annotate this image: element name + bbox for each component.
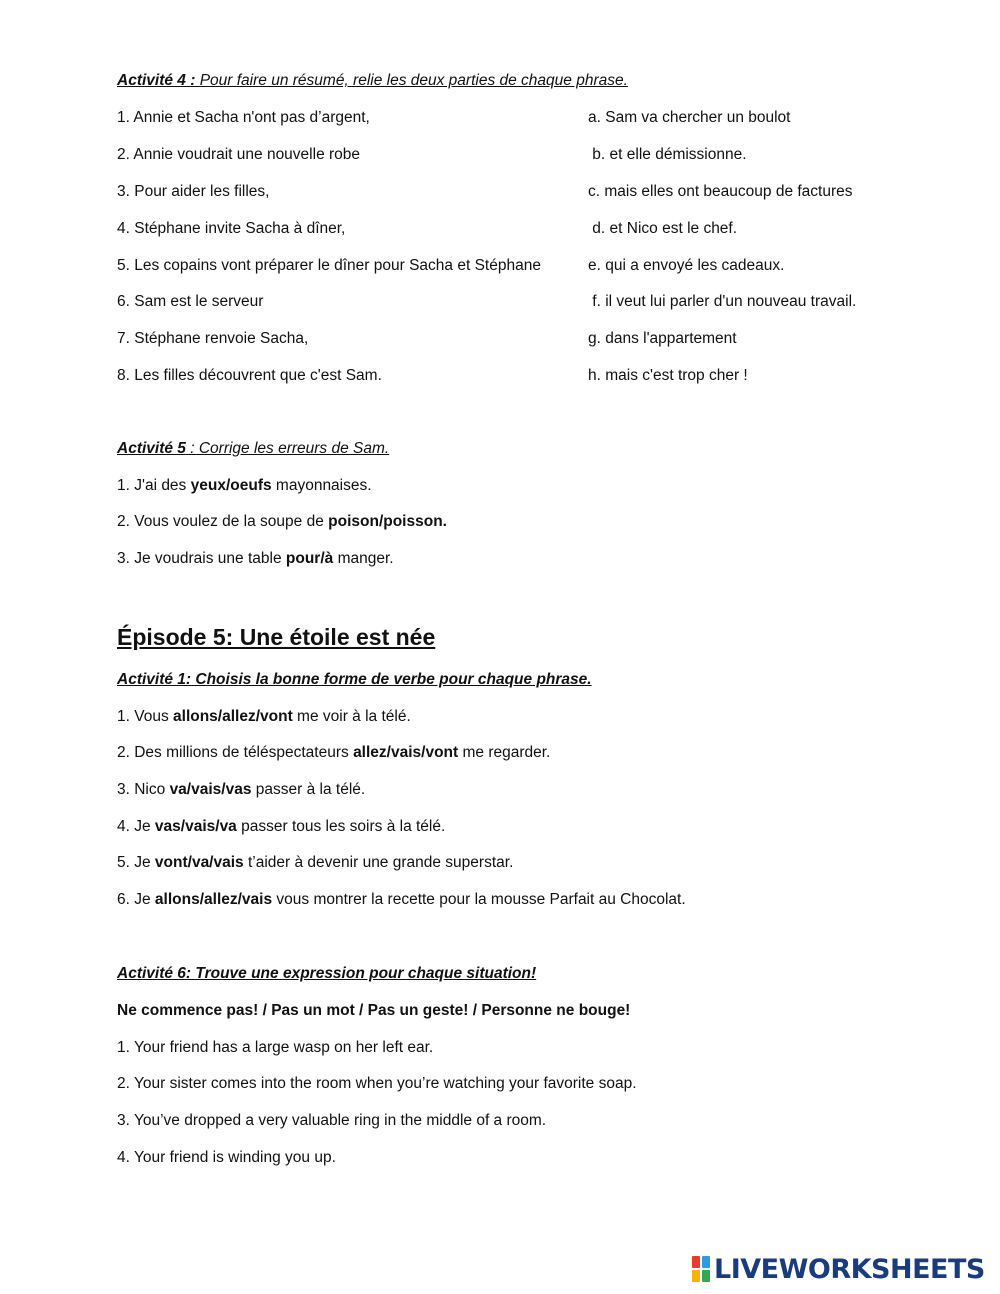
act4-left-7: 7. Stéphane renvoie Sacha, [117, 330, 309, 347]
act5-item-3-choice: pour/à [285, 550, 334, 567]
act5-item-3-text: 3. Je voudrais une table [117, 550, 286, 567]
act4-left-3: 3. Pour aider les filles, [117, 183, 270, 200]
activity-4-label: Activité 4 : [117, 72, 196, 89]
act1-item-4-text: 4. Je [117, 818, 155, 835]
act4-right-e: e. qui a envoyé les cadeaux. [588, 257, 785, 274]
act1-item-3-end: passer à la télé. [251, 781, 366, 798]
act5-item-1-choice: yeux/oeufs [190, 477, 272, 494]
logo-tile-yellow [692, 1270, 700, 1282]
act5-item-2 [117, 512, 447, 532]
activity-6-heading: Activité 6: Trouve une expression pour chaque situation! [117, 965, 537, 982]
episode-title: Épisode 5: Une étoile est née [117, 624, 436, 650]
act1-item-2-text: 2. Des millions de téléspectateurs [117, 744, 354, 761]
activity-5-label: Activité 5 [117, 440, 186, 457]
act6-item-1: 1. Your friend has a large wasp on her left ear. [117, 1039, 434, 1056]
act1-item-3-choice: va/vais/vas [169, 781, 252, 798]
act1-item-1-end: me voir à la télé. [292, 708, 411, 725]
act6-item-2: 2. Your sister comes into the room when you’re watching your favorite soap. [117, 1075, 637, 1092]
act4-right-f: f. il veut lui parler d'un nouveau travail. [588, 293, 857, 310]
act1-item-5-end: t’aider à devenir une grande superstar. [243, 854, 514, 871]
act1-item-6-end: vous montrer la recette pour la mousse Parfait au Chocolat. [272, 891, 686, 908]
act4-right-b: b. et elle démissionne. [588, 146, 747, 163]
activity-4-heading [117, 71, 628, 91]
logo-tile-red [692, 1256, 700, 1268]
act1-item-6-choice: allons/allez/vais [154, 891, 273, 908]
act4-left-6: 6. Sam est le serveur [117, 293, 264, 310]
act5-item-1-text: 1. J'ai des [117, 477, 191, 494]
act4-right-d: d. et Nico est le chef. [588, 220, 738, 237]
activity-5-instruction: : Corrige les erreurs de Sam. [185, 440, 390, 457]
act4-right-h: h. mais c'est trop cher ! [588, 367, 748, 384]
act5-item-1 [117, 476, 372, 496]
liveworksheets-logo [692, 1253, 985, 1285]
act1-item-4-choice: vas/vais/va [154, 818, 237, 835]
act4-left-5: 5. Les copains vont préparer le dîner pour Sacha et Stéphane [117, 257, 541, 274]
act4-right-g: g. dans l'appartement [588, 330, 737, 347]
liveworksheets-logo-text: LIVEWORKSHEETS [714, 1253, 985, 1285]
liveworksheets-logo-icon [692, 1256, 710, 1282]
act1-item-6-text: 6. Je [117, 891, 155, 908]
act1-item-4-end: passer tous les soirs à la télé. [236, 818, 446, 835]
act1-item-2-choice: allez/vais/vont [353, 744, 459, 761]
act5-item-3 [117, 549, 394, 569]
activity-1-heading: Activité 1: Choisis la bonne forme de verbe pour chaque phrase. [117, 671, 592, 688]
act1-item-5-choice: vont/va/vais [154, 854, 244, 871]
act6-item-3: 3. You’ve dropped a very valuable ring in the middle of a room. [117, 1112, 547, 1129]
act1-item-3-text: 3. Nico [117, 781, 170, 798]
act1-item-2 [117, 743, 550, 763]
act1-item-3 [117, 780, 365, 800]
act5-item-2-text: 2. Vous voulez de la soupe de [117, 513, 329, 530]
act4-left-1: 1. Annie et Sacha n'ont pas d’argent, [117, 109, 370, 126]
act1-item-4 [117, 817, 445, 837]
act1-item-1-text: 1. Vous [117, 708, 174, 725]
act1-item-5 [117, 853, 513, 873]
activity-4-instruction: Pour faire un résumé, relie les deux parties de chaque phrase. [195, 72, 628, 89]
act1-item-5-text: 5. Je [117, 854, 155, 871]
act6-expressions: Ne commence pas! / Pas un mot / Pas un geste! / Personne ne bouge! [117, 1002, 631, 1019]
act5-item-3-end: manger. [333, 550, 394, 567]
act1-item-2-end: me regarder. [458, 744, 551, 761]
act5-item-1-end: mayonnaises. [271, 477, 372, 494]
act4-left-2: 2. Annie voudrait une nouvelle robe [117, 146, 361, 163]
activity-5-heading [117, 439, 389, 459]
logo-tile-blue [702, 1256, 710, 1268]
act5-item-2-choice: poison/poisson. [328, 513, 447, 530]
act6-item-4: 4. Your friend is winding you up. [117, 1149, 336, 1166]
act1-item-1-choice: allons/allez/vont [173, 708, 293, 725]
act4-right-a: a. Sam va chercher un boulot [588, 109, 791, 126]
act1-item-1 [117, 707, 411, 727]
act4-left-8: 8. Les filles découvrent que c'est Sam. [117, 367, 382, 384]
logo-tile-green [702, 1270, 710, 1282]
act4-right-c: c. mais elles ont beaucoup de factures [588, 183, 853, 200]
act1-item-6 [117, 890, 686, 910]
act4-left-4: 4. Stéphane invite Sacha à dîner, [117, 220, 346, 237]
